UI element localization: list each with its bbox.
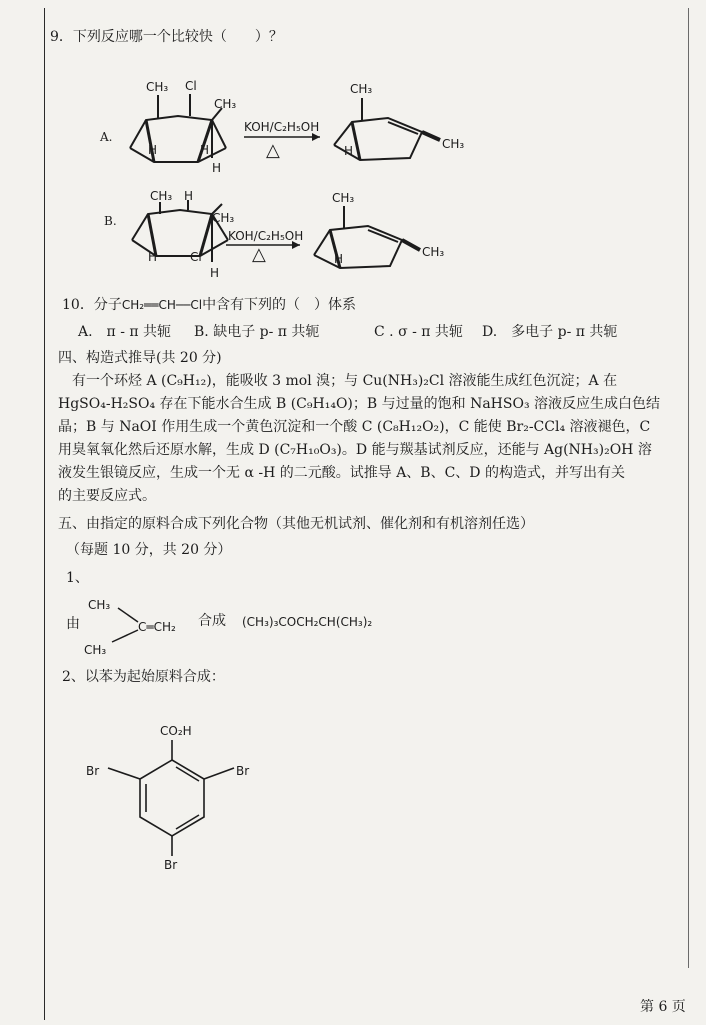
section5-q1-alkene: C═CH₂ <box>138 620 176 634</box>
section5-title: 五、由指定的原料合成下列化合物（其他无机试剂、催化剂和有机溶剂任选） <box>58 516 534 532</box>
q10-molecule: CH₂══CH──Cl <box>121 298 203 312</box>
q9-b-reagent: KOH/C₂H₅OH <box>228 229 304 243</box>
q9-b-p-label-0: CH₃ <box>332 191 355 205</box>
q10-option-a: A. π - π 共轭 <box>78 324 172 340</box>
q9-stem: 9．下列反应哪一个比较快（ ）？ <box>50 29 283 45</box>
section5-q2-br-right: Br <box>236 764 250 778</box>
q9-a-p-label-0: CH₃ <box>350 82 373 96</box>
q9-b-r-label-1: H <box>184 189 194 203</box>
q9-a-r-label-3: H <box>148 143 158 157</box>
q9-b-p-label-1: CH₃ <box>422 245 445 259</box>
section5-q2-stem: 2、以苯为起始原料合成： <box>62 669 225 685</box>
q9-a-p-label-2: H <box>344 144 354 158</box>
q10-option-b: B. 缺电子 p- π 共轭 <box>194 324 320 340</box>
q9-a-reagent: KOH/C₂H₅OH <box>244 120 320 134</box>
q10-stem-suffix: 中含有下列的（ ）体系 <box>202 297 357 313</box>
section4-line-1: HgSO₄-H₂SO₄ 存在下能水合生成 B (C₉H₁₄O)；B 与过量的饱和 NaHSO₃ 溶液反应生成白色结 <box>58 396 661 412</box>
q9-b-p-label-2: H <box>334 252 344 266</box>
section5-note: （每题 10 分，共 20 分） <box>66 542 232 558</box>
q9-option-b-label: B. <box>104 214 117 228</box>
page-number: 第 6 页 <box>640 999 686 1015</box>
section5-q2-br-left: Br <box>86 764 100 778</box>
q9-a-r-label-2: CH₃ <box>214 97 237 111</box>
q9-a-r-label-0: CH₃ <box>146 80 169 94</box>
q9-b-r-label-4: Cl <box>190 250 202 264</box>
section5-q1-methyl-bottom: CH₃ <box>84 643 107 657</box>
q9-option-a-label: A. <box>100 130 113 144</box>
section5-q1-synthesis-word: 合成 <box>198 613 226 629</box>
section5-q1-from: 由 <box>66 616 80 632</box>
q10-option-d: D. 多电子 p- π 共轭 <box>482 324 618 340</box>
q9-b-heat: △ <box>252 244 266 265</box>
section4-line-3: 用臭氧氧化然后还原水解，生成 D (C₇H₁₀O₃)。D 能与羰基试剂反应，还能与 Ag(NH₃)₂OH 溶 <box>58 442 652 458</box>
q9-a-r-label-1: Cl <box>185 79 197 93</box>
q9-b-r-label-3: H <box>148 250 158 264</box>
section5-q2-br-bottom: Br <box>164 858 178 872</box>
section4-line-4: 液发生银镜反应，生成一个无 α -H 的二元酸。试推导 A、B、C、D 的构造式，并写出有关 <box>58 465 625 481</box>
q9-a-p-label-1: CH₃ <box>442 137 465 151</box>
section5-q1-target: (CH₃)₃COCH₂CH(CH₃)₂ <box>242 615 373 629</box>
q9-b-r-label-2: CH₃ <box>212 211 235 225</box>
q10-stem-prefix: 10．分子 <box>62 297 122 313</box>
q9-b-r-label-5: H <box>210 266 220 280</box>
q9-a-r-label-5: H <box>212 161 222 175</box>
section4-title: 四、构造式推导(共 20 分) <box>58 350 222 366</box>
q9-b-r-label-0: CH₃ <box>150 189 173 203</box>
section5-q1-number: 1、 <box>66 570 89 586</box>
q9-a-r-label-4: H <box>200 143 210 157</box>
section4-line-5: 的主要反应式。 <box>58 488 156 504</box>
section4-line-0: 有一个环烃 A (C₉H₁₂)，能吸收 3 mol 溴；与 Cu(NH₃)₂Cl 溶液能生成红色沉淀；A 在 <box>72 373 618 389</box>
section5-q1-methyl-top: CH₃ <box>88 598 111 612</box>
q10-option-c: C . σ - π 共轭 <box>374 324 463 340</box>
q9-a-heat: △ <box>266 140 280 161</box>
section5-q2-cooh: CO₂H <box>160 724 192 738</box>
section4-line-2: 晶；B 与 NaOI 作用生成一个黄色沉淀和一个酸 C (C₈H₁₂O₂)，C 能使 Br₂-CCl₄ 溶液褪色，C <box>58 419 651 435</box>
